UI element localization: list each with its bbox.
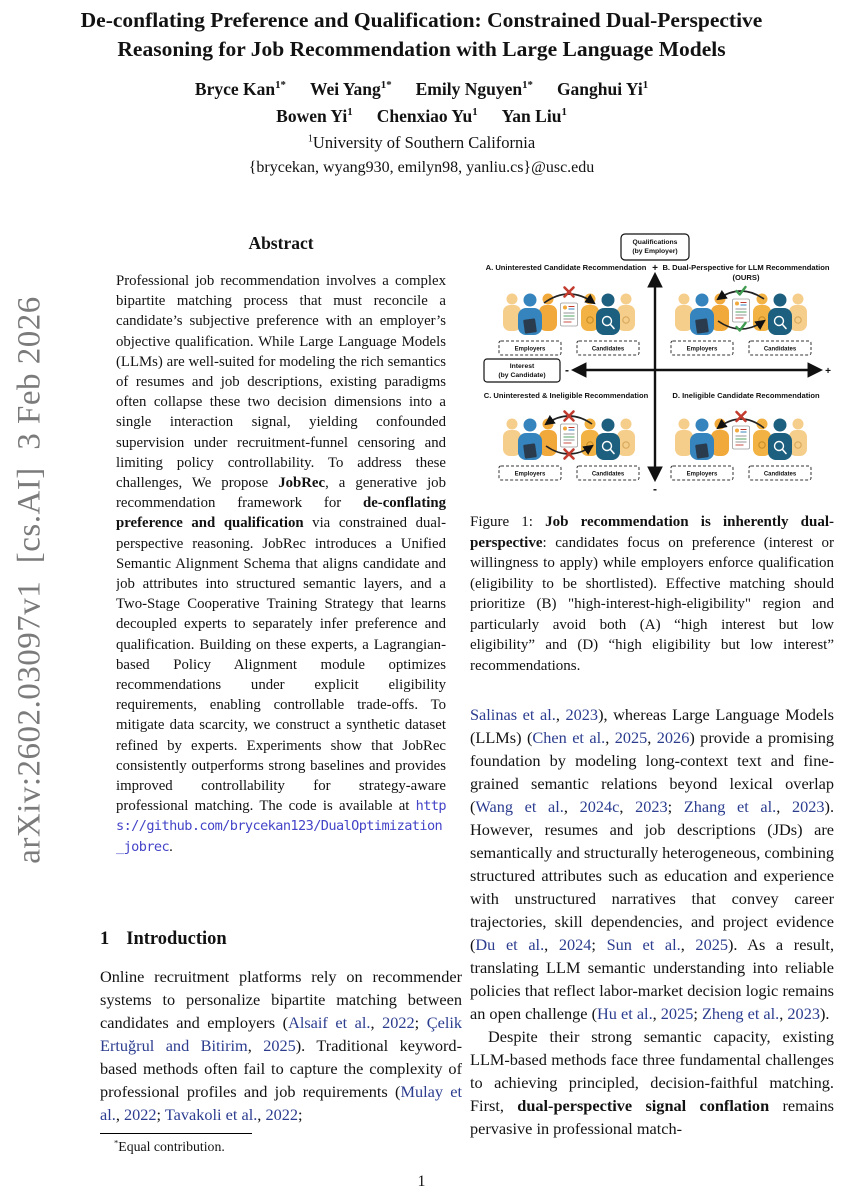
citation-link[interactable]: 2023 bbox=[565, 705, 599, 724]
author-name: Ganghui Yi$^1$ bbox=[556, 79, 649, 99]
citation-link[interactable]: Çelik Ertuğrul and Bitirim bbox=[100, 1013, 462, 1055]
arxiv-watermark: arXiv:2602.03097v1 [cs.AI] 3 Feb 2026 bbox=[11, 296, 48, 864]
resume-icon bbox=[733, 299, 750, 322]
text-run: Figure 1: bbox=[470, 514, 546, 530]
resume-icon bbox=[733, 426, 750, 449]
footnote-rule bbox=[100, 1133, 252, 1134]
citation-link[interactable]: 2023 bbox=[787, 1004, 820, 1023]
citation-link[interactable]: 2024c bbox=[579, 797, 620, 816]
citation-link[interactable]: 2025 bbox=[695, 935, 728, 954]
figure-1-caption bbox=[470, 512, 834, 676]
footnote-text: Equal contribution. bbox=[118, 1139, 225, 1154]
paper-title bbox=[27, 6, 817, 64]
employers-group-icon bbox=[503, 419, 557, 461]
candidates-label: Candidates bbox=[763, 471, 797, 478]
text-run: ; bbox=[298, 1105, 303, 1124]
author-superscript: 1* bbox=[522, 79, 533, 92]
citation-link[interactable]: 2022 bbox=[265, 1105, 298, 1124]
section-heading-introduction bbox=[100, 929, 227, 950]
citation-link[interactable]: 2022 bbox=[382, 1013, 415, 1032]
red-x-icon bbox=[565, 288, 574, 297]
text-run: , bbox=[555, 705, 566, 724]
text-run: de-conflating preference and qualification bbox=[116, 495, 446, 532]
text-run: , bbox=[619, 797, 636, 816]
text-run: : candidates focus on preference (interest or willingness to apply) while employers enforce qualification (eligibility to be shortlisted). Effective matching should prioritize (B) "high-interest-high-eligibility" region and particularly avoid both (A) “high interest but low eligibility” and (D) “high eligibility but low interest” recommendations. bbox=[470, 534, 834, 674]
citation-link[interactable]: Zhang et al. bbox=[683, 797, 777, 816]
text-run: ), whereas Large Language Models (LLMs) ( bbox=[470, 705, 834, 747]
author-name: Yan Liu$^1$ bbox=[501, 106, 567, 126]
text-run: , bbox=[779, 1004, 788, 1023]
text-run: ; bbox=[667, 797, 684, 816]
citation-link[interactable]: 2023 bbox=[635, 797, 668, 816]
text-run: remains pervasive in professional match- bbox=[470, 1096, 834, 1138]
text-run: , bbox=[115, 1105, 124, 1124]
employers-label: Employers bbox=[686, 346, 718, 353]
footnote-marker: * bbox=[114, 1137, 119, 1148]
citation-link[interactable]: Mulay et al. bbox=[100, 1082, 462, 1124]
citation-link[interactable]: Hu et al. bbox=[597, 1004, 653, 1023]
text-run: , bbox=[647, 728, 657, 747]
text-run: ). Traditional keyword-based methods often fail to capture the complexity of professional profiles and job requirements ( bbox=[100, 1036, 462, 1101]
text-run: ; bbox=[693, 1004, 702, 1023]
email-line: {brycekan, wyang930, emilyn98, yanliu.cs}@usc.edu bbox=[248, 159, 595, 176]
affiliation-name: University of Southern California bbox=[312, 133, 536, 152]
text-run: Job recommendation is inherently dual-perspective bbox=[470, 514, 834, 551]
affiliation-superscript: 1 bbox=[307, 133, 313, 145]
text-run: via constrained dual-perspective reasoning. JobRec introduces a Unified Semantic Alignment Schema that aligns candidate and job attributes into structured semantic layers, and a Two-Stage Cooperative Training Strategy that learns decoupled experts to separately infer preference and qualification. Building on these experts, a Lagrangian-based Policy Alignment module optimizes recommendations under explicit eligibility requirements, enabling controllable trade-offs. To mitigate data scarcity, we construct a synthetic dataset refined by experts. Experiments show that JobRec consistently outperforms strong baselines and provides improved controllability for strategy-aware professional matching. The code is available at bbox=[116, 515, 446, 815]
qualifications-axis-sublabel: (by Employer) bbox=[632, 248, 678, 255]
citation-link[interactable]: Chen et al. bbox=[532, 728, 606, 747]
text-run: , bbox=[247, 1036, 264, 1055]
quadrant-d-title: D. Ineligible Candidate Recommendation bbox=[672, 391, 820, 400]
footnote bbox=[100, 1139, 462, 1155]
figure-1-diagram bbox=[478, 229, 838, 507]
author-superscript: 1 bbox=[472, 106, 478, 119]
abstract-text bbox=[116, 271, 446, 857]
quadrant-b-title: B. Dual-Perspective for LLM Recommendation bbox=[662, 263, 830, 272]
text-run: ) provide a promising foundation by modeling long-context text and fine-grained semantic relations beyond lexical overlap ( bbox=[470, 728, 834, 816]
citation-link[interactable]: Tavakoli et al. bbox=[164, 1105, 258, 1124]
citation-link[interactable]: 2025 bbox=[263, 1036, 296, 1055]
abstract-heading: Abstract bbox=[248, 233, 314, 253]
citation-link[interactable]: Du et al. bbox=[475, 935, 545, 954]
citation-link[interactable]: Wang et al. bbox=[475, 797, 564, 816]
employers-label: Employers bbox=[686, 471, 718, 478]
author-superscript: 1 bbox=[347, 106, 353, 119]
author-name: Emily Nguyen$^{1*}$ bbox=[415, 79, 533, 99]
body-paragraph bbox=[470, 1025, 834, 1140]
text-run: , bbox=[257, 1105, 266, 1124]
candidates-group-icon bbox=[753, 294, 807, 336]
qualifications-axis-label: Qualifications bbox=[632, 239, 678, 246]
horizontal-axis-plus: + bbox=[825, 366, 831, 377]
external-link[interactable]: https://github.com/brycekan123/ bbox=[116, 798, 446, 835]
citation-link[interactable]: Sun et al. bbox=[606, 935, 681, 954]
author-line-1 bbox=[0, 79, 843, 100]
employers-group-icon bbox=[675, 294, 729, 336]
text-run: , bbox=[776, 797, 792, 816]
employers-group-icon bbox=[675, 419, 729, 461]
citation-link[interactable]: Zheng et al. bbox=[701, 1004, 780, 1023]
right-column-text bbox=[470, 703, 834, 1195]
text-run: , bbox=[652, 1004, 661, 1023]
candidates-label: Candidates bbox=[591, 346, 625, 353]
author-name: Bryce Kan$^{1*}$ bbox=[194, 79, 286, 99]
qualifications-axis-box bbox=[621, 234, 689, 260]
text-run: Professional job recommendation involves a complex bipartite matching process that must reconcile a candidate’s subjective preference with an employer’s objective qualification. While Large Language Models (LLMs) are well-suited for modeling the rich semantics of resumes and job descriptions, existing paradigms often collapse these two decision dimensions into a single interaction signal, yielding confounded supervision under recruitment-funnel censoring and limiting policy controllability. To address these challenges, We propose bbox=[116, 273, 446, 492]
text-run: , bbox=[370, 1013, 383, 1032]
citation-link[interactable]: 2023 bbox=[791, 797, 825, 816]
citation-link[interactable]: 2022 bbox=[123, 1105, 157, 1124]
title-line-2: Reasoning for Job Recommendation with Large Language Models bbox=[117, 37, 726, 61]
text-run: dual-perspective signal conflation bbox=[517, 1096, 770, 1115]
author-superscript: 1 bbox=[642, 79, 649, 92]
text-run: Online recruitment platforms rely on recommender systems to personalize bipartite matching between candidates and employers ( bbox=[100, 967, 462, 1032]
text-run: . bbox=[169, 838, 173, 855]
employers-label: Employers bbox=[514, 471, 546, 478]
text-run: JobRec bbox=[278, 475, 326, 492]
text-run: , a generative job recommendation framework for bbox=[116, 475, 446, 512]
candidates-label: Candidates bbox=[763, 346, 797, 353]
quadrant-a-title: A. Uninterested Candidate Recommendation bbox=[485, 263, 647, 272]
text-run: ; bbox=[156, 1105, 165, 1124]
text-run: ). As a result, translating LLM semantic understanding into reliable policies that reflect labor-market decision logic remains an open challenge ( bbox=[470, 935, 834, 1023]
citation-link[interactable]: 2025 bbox=[614, 728, 648, 747]
author-line-2 bbox=[0, 106, 843, 127]
resume-icon bbox=[561, 303, 578, 326]
text-run: ). However, resumes and job descriptions (JDs) are semantically and structurally heterogeneous, combining structured attributes such as education and experience with unstructured narratives that convey career trajectories, skill dependencies, and project evidence ( bbox=[470, 797, 834, 954]
page-number: 1 bbox=[417, 1173, 426, 1190]
text-run: , bbox=[605, 728, 615, 747]
citation-link[interactable]: Salinas et al. bbox=[470, 705, 556, 724]
vertical-axis-plus: + bbox=[652, 263, 658, 274]
text-run: ; bbox=[591, 935, 607, 954]
interest-axis-sublabel: (by Candidate) bbox=[498, 372, 546, 379]
citation-link[interactable]: 2025 bbox=[660, 1004, 694, 1023]
section-number: 1 bbox=[100, 929, 110, 949]
body-paragraph bbox=[470, 703, 834, 1025]
quadrant-chart bbox=[478, 229, 838, 507]
author-superscript: 1 bbox=[561, 106, 567, 119]
external-link[interactable]: DualOptimization_jobrec bbox=[116, 818, 443, 855]
section-title: Introduction bbox=[126, 929, 227, 949]
title-line-1: De-conflating Preference and Qualification: Constrained Dual-Perspective bbox=[80, 8, 763, 32]
author-name: Chenxiao Yu$^1$ bbox=[376, 106, 478, 126]
text-run: , bbox=[680, 935, 696, 954]
affiliation bbox=[0, 133, 843, 153]
interest-axis-label: Interest bbox=[509, 363, 535, 370]
text-run: ; bbox=[414, 1013, 427, 1032]
horizontal-axis-minus: - bbox=[565, 363, 569, 377]
text-run: , bbox=[563, 797, 580, 816]
employers-label: Employers bbox=[514, 346, 546, 353]
resume-icon bbox=[561, 424, 578, 447]
author-name: Bowen Yi$^1$ bbox=[276, 106, 353, 126]
candidates-label: Candidates bbox=[591, 471, 625, 478]
candidates-group-icon bbox=[753, 419, 807, 461]
text-run: , bbox=[544, 935, 559, 954]
citation-link[interactable]: 2026 bbox=[656, 728, 690, 747]
text-run: Despite their strong semantic capacity, existing LLM-based methods face three fundamental challenges to achieving principled, decision-faithful matching. First, bbox=[470, 1027, 834, 1115]
introduction-text bbox=[100, 965, 462, 1126]
quadrant-c-title: C. Uninterested & Ineligible Recommendation bbox=[483, 391, 649, 400]
citation-link[interactable]: 2024 bbox=[558, 935, 592, 954]
author-superscript: 1* bbox=[380, 79, 392, 92]
author-superscript: 1* bbox=[275, 79, 286, 92]
text-run: ). bbox=[819, 1004, 830, 1023]
vertical-axis-minus: - bbox=[653, 482, 657, 496]
quadrant-b-subtitle: (OURS) bbox=[732, 273, 760, 282]
citation-link[interactable]: Alsaif et al. bbox=[288, 1013, 371, 1032]
author-name: Wei Yang$^{1*}$ bbox=[309, 79, 392, 99]
candidates-group-icon bbox=[581, 419, 635, 461]
